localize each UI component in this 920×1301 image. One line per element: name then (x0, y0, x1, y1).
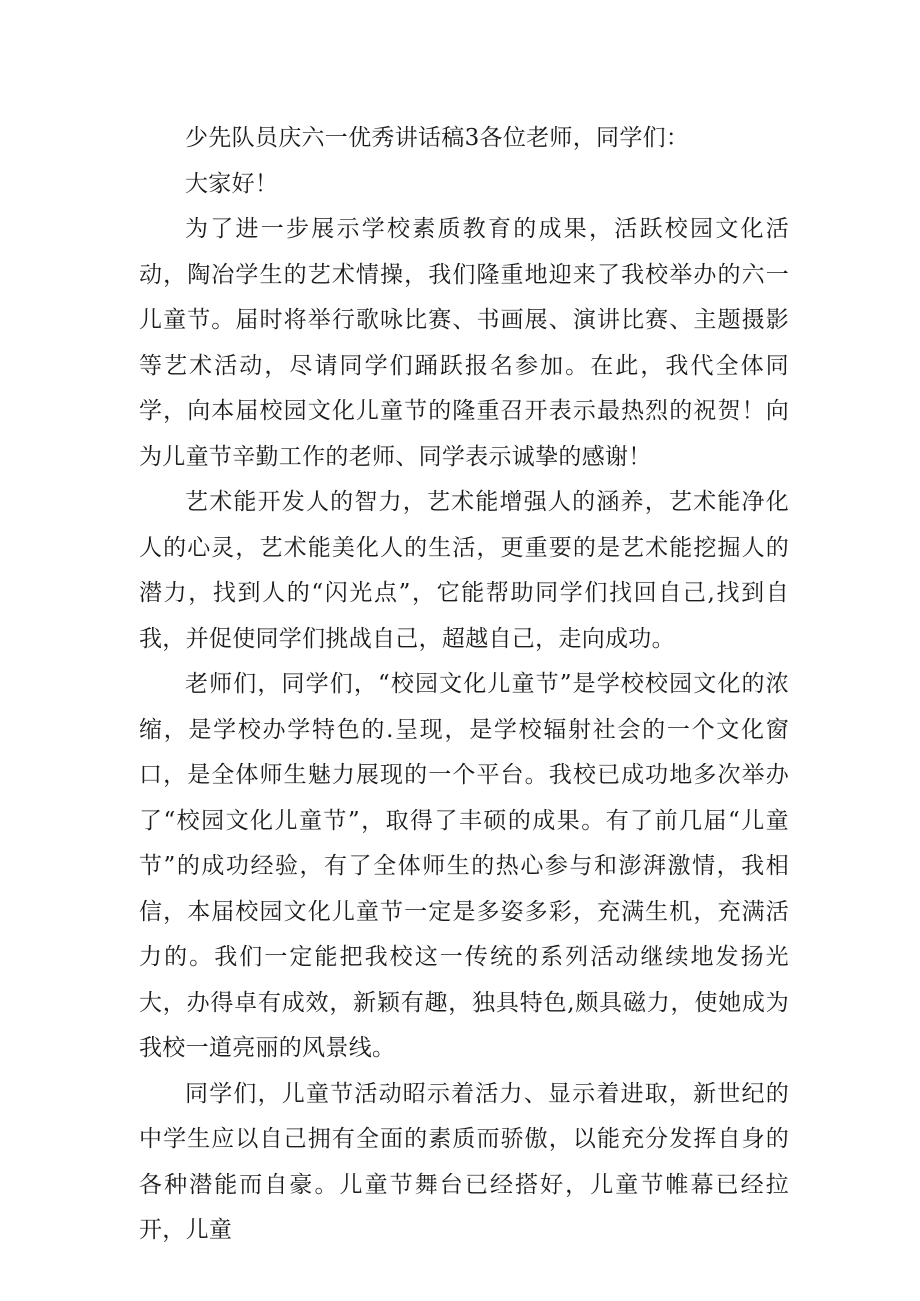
document-body (139, 116, 789, 1254)
paragraph-call-to-students: 同学们，儿童节活动昭示着活力、显示着进取，新世纪的中学生应以自己拥有全面的素质而骄傲，以能充分发挥自身的各种潜能而自豪。儿童节舞台已经搭好，儿童节帷幕已经拉开，儿童 (139, 1080, 789, 1243)
paragraph-title-salutation: 少先队员庆六一优秀讲话稿3各位老师，同学们： (185, 125, 690, 151)
paragraph-greeting: 大家好！ (185, 170, 279, 197)
paragraph-art-value: 艺术能开发人的智力，艺术能增强人的涵养，艺术能净化人的心灵，艺术能美化人的生活，更重要的是艺术能挖掘人的潜力，找到人的“闪光点”，它能帮助同学们找回自己,找到自我，并促使同学们挑战自己，超越自己，走向成功。 (139, 489, 789, 652)
paragraph-festival-significance: 老师们，同学们，“校园文化儿童节”是学校校园文化的浓缩，是学校办学特色的.呈现，是学校辐射社会的一个文化窗口，是全体师生魅力展现的一个平台。我校已成功地多次举办了“校园文化儿童节”，取得了丰硕的成果。有了前几届“儿童节”的成功经验，有了全体师生的热心参与和澎湃激情，我相信，本届校园文化儿童节一定是多姿多彩，充满生机，充满活力的。我们一定能把我校这一传统的系列活动继续地发扬光大，办得卓有成效，新颖有趣，独具特色,颇具磁力，使她成为我校一道亮丽的风景线。 (139, 671, 789, 1061)
paragraph-festival-intro: 为了进一步展示学校素质教育的成果，活跃校园文化活动，陶冶学生的艺术情操，我们隆重地迎来了我校举办的六一儿童节。届时将举行歌咏比赛、书画展、演讲比赛、主题摄影等艺术活动，尽请同学们踊跃报名参加。在此，我代全体同学，向本届校园文化儿童节的隆重召开表示最热烈的祝贺！向为儿童节辛勤工作的老师、同学表示诚挚的感谢！ (139, 216, 789, 470)
